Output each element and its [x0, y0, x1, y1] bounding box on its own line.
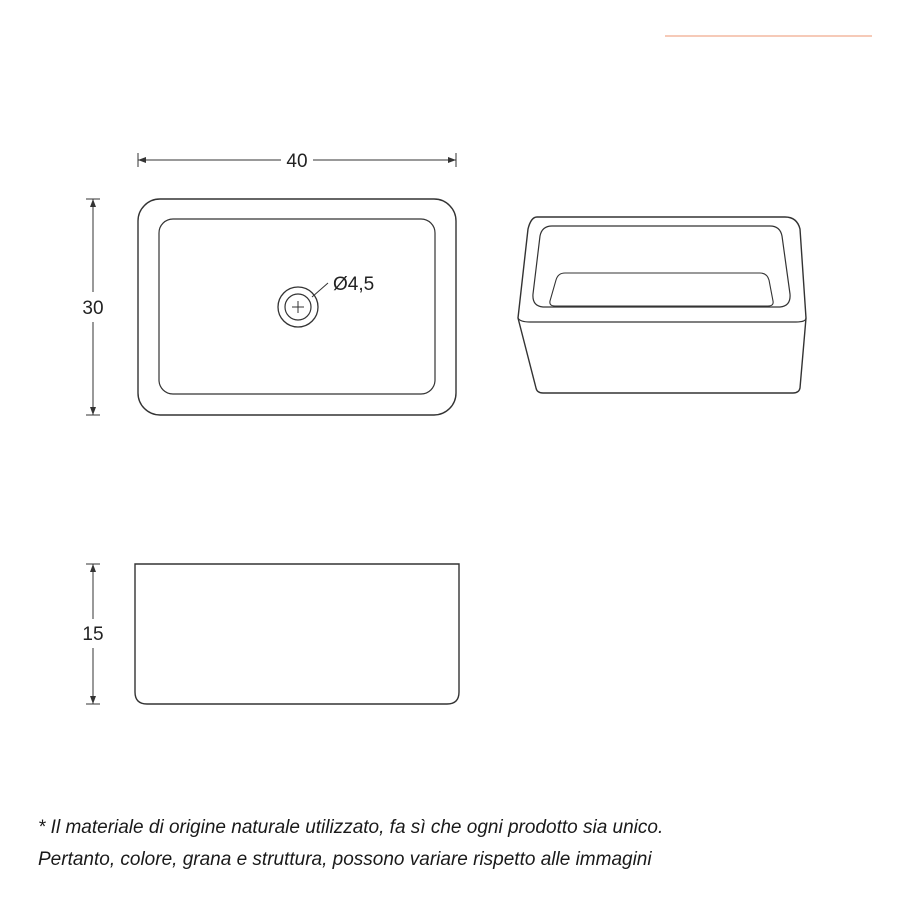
width-dim-arrow-right	[448, 157, 456, 163]
perspective-view	[518, 217, 806, 393]
front-view	[82, 564, 459, 704]
width-dim-arrow-left	[138, 157, 146, 163]
top-view	[82, 151, 456, 415]
front-view-outline	[135, 564, 459, 704]
perspective-inner-opening	[533, 226, 790, 307]
height-dim-arrow-bottom	[90, 696, 96, 704]
height-dim-label: 15	[82, 624, 104, 645]
perspective-basin-bottom	[550, 273, 773, 306]
perspective-rim-front-edge	[518, 318, 806, 322]
depth-dim-arrow-top	[90, 199, 96, 207]
material-note-line-1: * Il materiale di origine naturale utilizzato, fa sì che ogni prodotto sia unico.	[38, 817, 664, 838]
depth-dim-arrow-bottom	[90, 407, 96, 415]
depth-dim-label: 30	[82, 298, 104, 319]
drain-diameter-label: Ø4,5	[333, 274, 375, 295]
drain-leader-line	[312, 283, 328, 297]
material-note-line-2: Pertanto, colore, grana e struttura, possono variare rispetto alle immagini	[38, 849, 652, 870]
perspective-body-outline	[518, 217, 806, 393]
width-dim-label: 40	[286, 151, 308, 172]
height-dim-arrow-top	[90, 564, 96, 572]
